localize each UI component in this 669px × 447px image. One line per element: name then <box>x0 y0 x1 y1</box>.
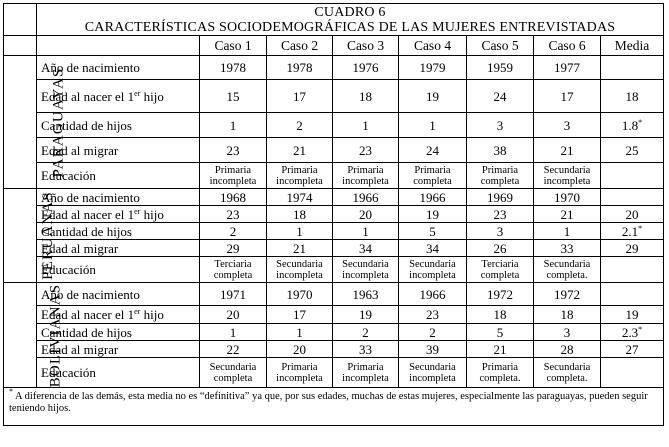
value-cell <box>333 223 399 240</box>
value-cell <box>399 138 467 163</box>
mean-cell <box>601 113 664 138</box>
education-line: completa. <box>546 269 588 281</box>
value-cell <box>333 257 399 283</box>
value-cell <box>267 257 333 283</box>
value-cell <box>333 163 399 189</box>
cell-value: 15 <box>226 88 240 104</box>
cell-value: 24 <box>493 88 507 104</box>
data-row <box>4 358 664 388</box>
education-line: completa <box>213 269 253 281</box>
cell-value: 1974 <box>286 189 313 205</box>
cell-value: 19 <box>625 307 639 322</box>
cell-value: 1 <box>296 324 303 340</box>
cell-value: 18 <box>625 88 639 104</box>
value-cell <box>467 283 534 306</box>
education-line: Primaria <box>414 164 451 176</box>
header-label-cell <box>37 36 200 56</box>
mean-cell <box>601 80 664 113</box>
value-cell <box>534 240 601 257</box>
data-row <box>4 80 664 113</box>
value-cell <box>399 257 467 283</box>
cell-value: 3 <box>563 117 571 133</box>
value-cell <box>534 341 601 358</box>
value-cell <box>399 240 467 257</box>
column-header-row <box>4 36 664 56</box>
sociodemographic-table <box>3 3 664 426</box>
value-cell <box>333 80 399 113</box>
value-cell <box>333 189 399 206</box>
value-cell <box>399 189 467 206</box>
cell-value: 19 <box>426 88 439 104</box>
data-row <box>4 240 664 257</box>
table-title-line1: CUADRO 6 <box>314 5 386 20</box>
cell-value: 21 <box>560 142 574 158</box>
value-cell <box>267 113 333 138</box>
cell-value: 26 <box>493 240 507 256</box>
data-row <box>4 163 664 189</box>
value-cell <box>200 283 267 306</box>
value-cell <box>200 113 267 138</box>
education-line: Terciaria <box>214 258 252 270</box>
cell-value: 24 <box>426 142 439 158</box>
mean-cell <box>601 257 664 283</box>
value-cell <box>467 240 534 257</box>
value-cell <box>200 56 267 80</box>
mean-cell <box>601 138 664 163</box>
column-header: Caso 2 <box>267 36 333 56</box>
row-label <box>37 240 200 257</box>
cell-value: 23 <box>359 142 372 158</box>
row-label-text: Edad al migrar <box>41 142 119 158</box>
cell-value: 1972 <box>487 286 513 302</box>
row-label-text: Año de nacimiento <box>41 286 140 302</box>
education-line: incompleta <box>342 175 389 187</box>
cell-value: 2.1 <box>621 223 639 239</box>
footnote-row <box>4 388 664 426</box>
education-line: Secundaria <box>209 361 257 373</box>
group-label: PERUANAS <box>39 191 56 280</box>
cell-value: 34 <box>359 240 372 256</box>
value-cell <box>333 306 399 324</box>
value-cell <box>333 358 399 388</box>
value-cell <box>467 324 534 341</box>
cell-value: 17 <box>560 88 574 104</box>
education-line: Secundaria <box>409 361 456 373</box>
value-cell <box>333 206 399 223</box>
value-cell <box>333 113 399 138</box>
value-cell <box>200 240 267 257</box>
value-cell <box>399 324 467 341</box>
row-label-suffix: hijo <box>140 88 164 104</box>
cell-value: 1976 <box>352 60 379 75</box>
cell-value: 23 <box>426 307 439 322</box>
row-label-text: Cantidad de hijos <box>41 117 132 133</box>
value-cell <box>200 206 267 223</box>
value-cell <box>467 206 534 223</box>
row-label <box>37 257 200 283</box>
column-header: Caso 3 <box>333 36 399 56</box>
value-cell <box>267 223 333 240</box>
value-cell <box>467 80 534 113</box>
education-line: completa <box>480 175 520 187</box>
cell-value: 21 <box>293 240 306 256</box>
cell-value: 1978 <box>220 60 246 75</box>
education-line: Secundaria <box>543 164 591 176</box>
mean-cell <box>601 56 664 80</box>
cell-value: 20 <box>226 307 240 322</box>
cell-value: 1963 <box>352 286 379 302</box>
column-header: Caso 4 <box>399 36 467 56</box>
row-label-superscript: er <box>134 307 141 316</box>
cuadro-6-table-page <box>3 3 663 440</box>
value-cell <box>267 189 333 206</box>
footnote-marker: * <box>638 223 643 233</box>
cell-value: 1 <box>429 117 436 133</box>
mean-cell <box>601 283 664 306</box>
value-cell <box>467 223 534 240</box>
value-cell <box>467 163 534 189</box>
cell-value: 23 <box>226 206 240 222</box>
cell-value: 5 <box>496 324 504 340</box>
cell-value: 18 <box>560 307 574 322</box>
education-line: incompleta <box>342 269 389 281</box>
value-cell <box>333 138 399 163</box>
value-cell <box>399 283 467 306</box>
cell-value: 21 <box>293 142 306 158</box>
data-row <box>4 189 664 206</box>
education-line: Primaria <box>347 361 384 373</box>
cell-value: 5 <box>429 223 436 239</box>
value-cell <box>399 358 467 388</box>
value-cell <box>200 306 267 324</box>
value-cell <box>333 56 399 80</box>
cell-value: 2 <box>362 324 369 340</box>
table-title <box>37 4 664 36</box>
cell-value: 17 <box>293 88 306 104</box>
cell-value: 29 <box>226 240 240 256</box>
education-line: Primaria <box>347 164 384 176</box>
group-label-cell <box>4 56 67 189</box>
cell-value: 1 <box>229 324 237 340</box>
cell-value: 1968 <box>220 189 246 205</box>
footnote-marker: * <box>638 117 643 127</box>
cell-value: 28 <box>560 341 574 357</box>
mean-cell <box>601 306 664 324</box>
cell-value: 2.3 <box>621 324 639 340</box>
row-label-text: Edad al migrar <box>41 240 119 256</box>
education-line: Primaria <box>481 164 519 176</box>
value-cell <box>267 138 333 163</box>
value-cell <box>399 206 467 223</box>
value-cell <box>534 257 601 283</box>
data-row <box>4 257 664 283</box>
row-label-text: Educación <box>41 262 96 277</box>
value-cell <box>534 306 601 324</box>
education-line: incompleta <box>209 175 257 187</box>
footnote-marker: * <box>9 387 13 396</box>
cell-value: 20 <box>625 206 639 222</box>
mean-cell <box>601 240 664 257</box>
value-cell <box>267 341 333 358</box>
value-cell <box>333 240 399 257</box>
mean-cell <box>601 206 664 223</box>
value-cell <box>267 358 333 388</box>
education-line: Secundaria <box>276 258 323 270</box>
cell-value: 1977 <box>554 60 580 75</box>
data-row <box>4 283 664 306</box>
value-cell <box>267 56 333 80</box>
value-cell <box>534 223 601 240</box>
value-cell <box>467 358 534 388</box>
value-cell <box>534 163 601 189</box>
row-label-text: Edad al nacer el 1 <box>41 307 135 322</box>
cell-value: 1970 <box>286 286 313 302</box>
group-label-cell <box>4 283 64 388</box>
value-cell <box>399 223 467 240</box>
cell-value: 2 <box>429 324 436 340</box>
row-label-text: Edad al migrar <box>41 341 119 357</box>
column-header: Media <box>601 36 664 56</box>
cell-value: 34 <box>426 240 439 256</box>
education-line: incompleta <box>342 372 389 384</box>
cell-value: 1966 <box>419 189 446 205</box>
cell-value: 33 <box>560 240 574 256</box>
education-line: Terciaria <box>481 258 519 270</box>
cell-value: 1970 <box>554 189 580 205</box>
cell-value: 20 <box>293 341 306 357</box>
cell-value: 1979 <box>419 60 446 75</box>
value-cell <box>200 80 267 113</box>
corner-cell <box>4 4 37 36</box>
row-label <box>37 189 200 206</box>
education-line: incompleta <box>409 372 456 384</box>
value-cell <box>534 80 601 113</box>
header-empty-cell <box>4 36 37 56</box>
row-label-text: Cantidad de hijos <box>41 324 132 340</box>
data-row <box>4 113 664 138</box>
group-label-cell <box>4 189 56 283</box>
cell-value: 1959 <box>487 60 513 75</box>
value-cell <box>534 189 601 206</box>
value-cell <box>467 341 534 358</box>
mean-cell <box>601 324 664 341</box>
column-header: Caso 5 <box>467 36 534 56</box>
cell-value: 2 <box>229 223 237 239</box>
value-cell <box>200 324 267 341</box>
cell-value: 3 <box>563 324 571 340</box>
mean-cell <box>601 358 664 388</box>
row-label-text: Edad al nacer el 1 <box>41 206 135 222</box>
data-row <box>4 306 664 324</box>
value-cell <box>267 324 333 341</box>
cell-value: 19 <box>359 307 372 322</box>
value-cell <box>534 56 601 80</box>
value-cell <box>467 113 534 138</box>
value-cell <box>467 257 534 283</box>
education-line: Primaria <box>481 361 519 373</box>
education-line: completa. <box>546 372 588 384</box>
group-label: PARAGUAYAS <box>50 66 67 178</box>
cell-value: 20 <box>359 206 372 222</box>
row-label-text: Cantidad de hijos <box>41 223 132 239</box>
value-cell <box>267 80 333 113</box>
education-line: Primaria <box>281 164 318 176</box>
row-label-text: Educación <box>41 365 96 380</box>
title-row <box>4 4 664 36</box>
value-cell <box>399 341 467 358</box>
value-cell <box>267 163 333 189</box>
cell-value: 1.8 <box>621 117 639 133</box>
value-cell <box>467 138 534 163</box>
education-line: Secundaria <box>342 258 389 270</box>
value-cell <box>200 163 267 189</box>
row-label-superscript: er <box>134 88 141 98</box>
footnote-cell <box>4 388 664 426</box>
cell-value: 18 <box>493 307 507 322</box>
value-cell <box>267 206 333 223</box>
value-cell <box>267 240 333 257</box>
row-label-text: Año de nacimiento <box>41 189 140 205</box>
cell-value: 39 <box>426 341 439 357</box>
value-cell <box>267 306 333 324</box>
footnote-text: A diferencia de las demás, esta media no es “definitiva” ya que, por sus edades, muchas de estas mujeres, especialmente las paraguayas, pueden seguir teniendo hijos. <box>9 391 648 414</box>
value-cell <box>333 283 399 306</box>
cell-value: 1 <box>362 223 369 239</box>
data-row <box>4 324 664 341</box>
cell-value: 18 <box>359 88 372 104</box>
value-cell <box>467 56 534 80</box>
cell-value: 2 <box>296 117 303 133</box>
value-cell <box>333 324 399 341</box>
value-cell <box>200 257 267 283</box>
value-cell <box>467 306 534 324</box>
cell-value: 1 <box>563 223 571 239</box>
cell-value: 19 <box>426 206 439 222</box>
row-label <box>37 206 200 223</box>
cell-value: 1966 <box>352 189 379 205</box>
value-cell <box>200 358 267 388</box>
cell-value: 21 <box>493 341 507 357</box>
education-line: incompleta <box>409 269 456 281</box>
data-row <box>4 341 664 358</box>
mean-cell <box>601 341 664 358</box>
education-line: completa <box>213 372 253 384</box>
cell-value: 23 <box>493 206 507 222</box>
value-cell <box>534 206 601 223</box>
cell-value: 17 <box>293 307 306 322</box>
cell-value: 38 <box>493 142 507 158</box>
value-cell <box>534 358 601 388</box>
row-label-text: Año de nacimiento <box>41 60 140 75</box>
row-label <box>37 223 200 240</box>
value-cell <box>200 189 267 206</box>
value-cell <box>534 113 601 138</box>
education-line: completa <box>480 269 520 281</box>
cell-value: 21 <box>560 206 574 222</box>
education-line: Secundaria <box>543 258 591 270</box>
data-row <box>4 206 664 223</box>
table-title-line2: CARACTERÍSTICAS SOCIODEMOGRÁFICAS DE LAS MUJERES ENTREVISTADAS <box>84 20 616 35</box>
value-cell <box>534 138 601 163</box>
value-cell <box>534 283 601 306</box>
education-line: incompleta <box>276 372 323 384</box>
cell-value: 1978 <box>286 60 313 75</box>
value-cell <box>467 189 534 206</box>
cell-value: 1 <box>229 117 237 133</box>
education-line: incompleta <box>276 175 323 187</box>
cell-value: 3 <box>496 223 504 239</box>
data-row <box>4 138 664 163</box>
value-cell <box>399 80 467 113</box>
data-row <box>4 223 664 240</box>
row-label-text: Educación <box>41 168 96 183</box>
mean-cell <box>601 189 664 206</box>
education-line: completa <box>413 175 452 187</box>
column-header: Caso 1 <box>200 36 267 56</box>
row-label-suffix: hijo <box>140 307 164 322</box>
row-label-suffix: hijo <box>140 206 164 222</box>
education-line: incompleta <box>543 175 591 187</box>
cell-value: 29 <box>625 240 639 256</box>
value-cell <box>200 341 267 358</box>
education-line: incompleta <box>276 269 323 281</box>
cell-value: 1969 <box>487 189 513 205</box>
value-cell <box>399 113 467 138</box>
education-line: Primaria <box>214 164 252 176</box>
value-cell <box>200 223 267 240</box>
column-header: Caso 6 <box>534 36 601 56</box>
cell-value: 23 <box>226 142 240 158</box>
value-cell <box>333 341 399 358</box>
cell-value: 18 <box>293 206 306 222</box>
cell-value: 1966 <box>419 286 446 302</box>
mean-cell <box>601 223 664 240</box>
cell-value: 1 <box>296 223 303 239</box>
cell-value: 1 <box>362 117 369 133</box>
row-label-superscript: er <box>134 206 141 216</box>
mean-cell <box>601 163 664 189</box>
cell-value: 22 <box>226 341 240 357</box>
education-line: Secundaria <box>409 258 456 270</box>
value-cell <box>399 306 467 324</box>
value-cell <box>399 56 467 80</box>
row-label-text: Edad al nacer el 1 <box>41 88 135 104</box>
cell-value: 1972 <box>554 286 580 302</box>
value-cell <box>399 163 467 189</box>
footnote-marker: * <box>638 324 643 334</box>
data-row <box>4 56 664 80</box>
education-line: Primaria <box>281 361 318 373</box>
cell-value: 3 <box>496 117 504 133</box>
group-label: BOLIVIANAS <box>47 283 64 387</box>
education-line: Secundaria <box>543 361 591 373</box>
value-cell <box>267 283 333 306</box>
cell-value: 25 <box>625 142 639 158</box>
value-cell <box>200 138 267 163</box>
education-line: completa. <box>479 372 521 384</box>
cell-value: 27 <box>625 341 639 357</box>
value-cell <box>534 324 601 341</box>
cell-value: 1971 <box>220 286 246 302</box>
cell-value: 33 <box>359 341 372 357</box>
